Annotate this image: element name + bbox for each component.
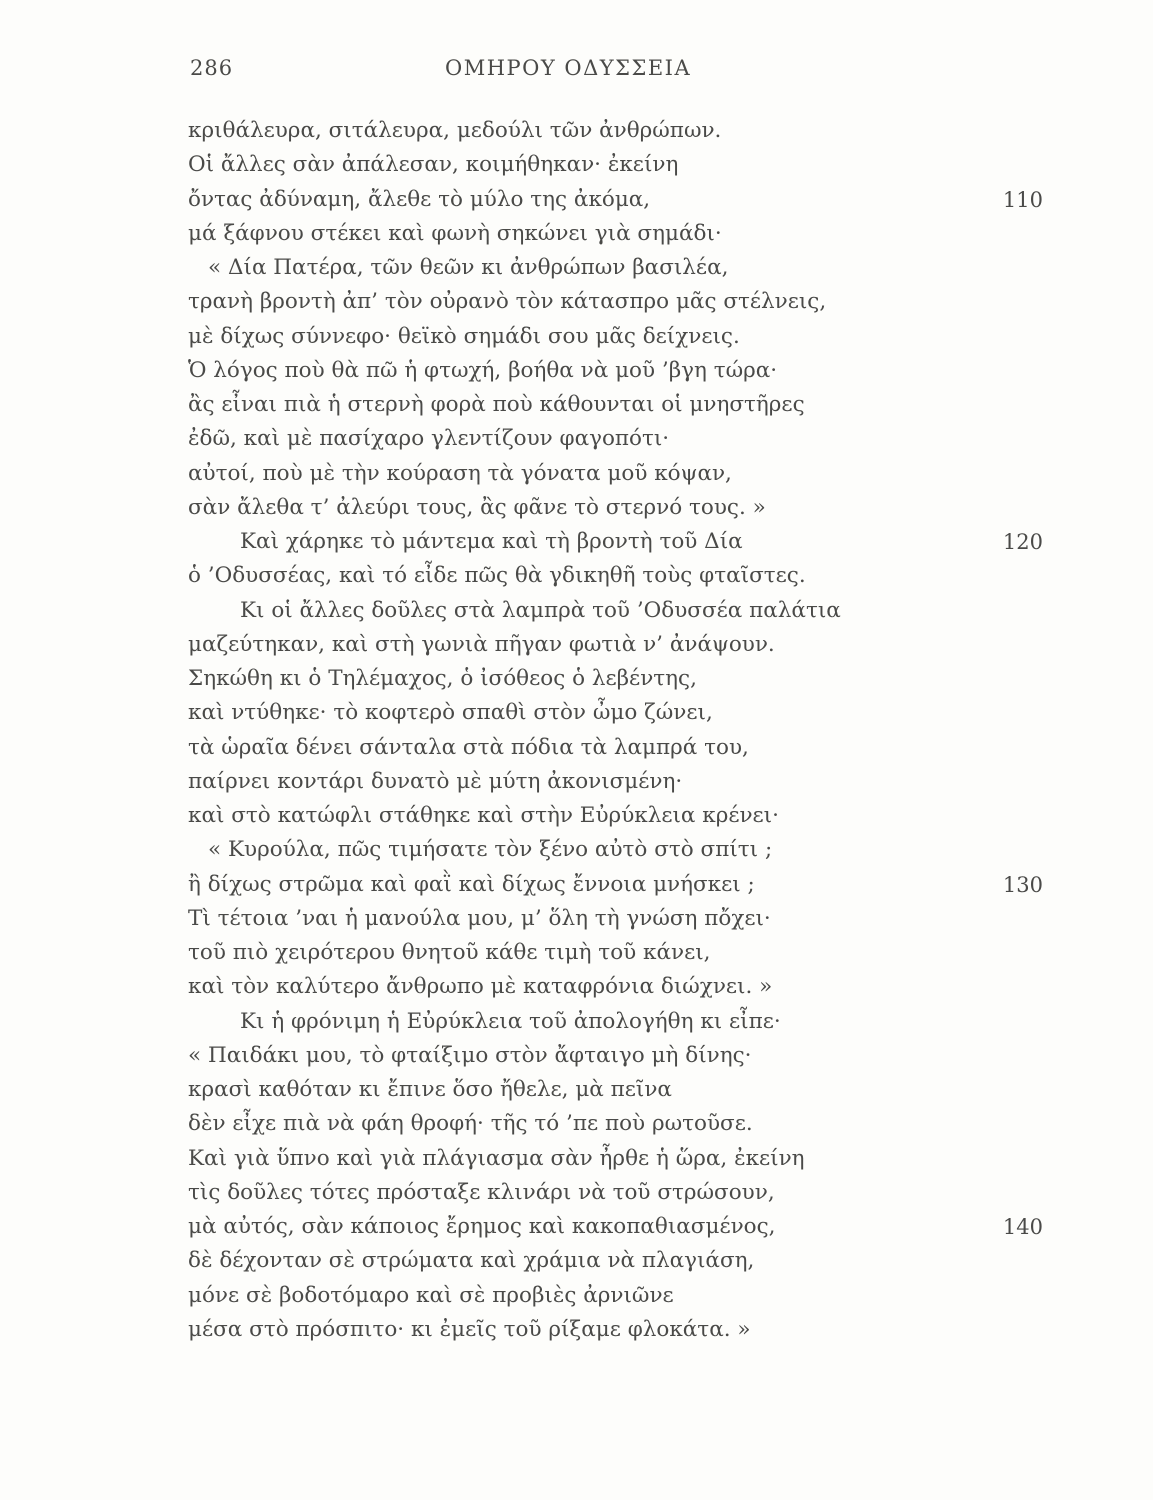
verse-line xyxy=(188,628,1068,662)
verse-text: ὁ ’Οδυσσέας, καὶ τό εἶδε πῶς θὰ γδικηθῆ τοὺς φταῖστες. xyxy=(188,563,806,589)
verse-text: καὶ τὸν καλύτερο ἄνθρωπο μὲ καταφρόνια διώχνει. » xyxy=(188,974,773,1000)
verse-text: μὲ δίχως σύννεφο· θεϊκὸ σημάδι σου μᾶς δείχνεις. xyxy=(188,323,740,349)
verse-text: Τὶ τέτοια ’ναι ἡ μανούλα μου, μ’ ὅλη τὴ γνώση πὄχει· xyxy=(188,905,771,931)
line-number: 110 xyxy=(1002,187,1043,212)
verse-text: τὰ ὡραῖα δένει σάνταλα στὰ πόδια τὰ λαμπρά του, xyxy=(188,734,749,760)
verse-line xyxy=(188,1313,1068,1347)
verse-text: τοῦ πιὸ χειρότερου θνητοῦ κάθε τιμὴ τοῦ κάνει, xyxy=(188,940,711,965)
page-number: 286 xyxy=(190,56,234,80)
line-number: 130 xyxy=(1002,872,1043,897)
verse-text: σὰν ἄλεθα τ’ ἀλεύρι τους, ἂς φᾶνε τὸ στερνό τους. » xyxy=(188,494,766,520)
verse-text: μέσα στὸ πρόσπιτο· κι ἐμεῖς τοῦ ρίξαμε φλοκάτα. » xyxy=(188,1316,751,1342)
verse-line xyxy=(188,1210,1068,1244)
verse-line xyxy=(188,148,1068,182)
running-title: ΟΜΗΡΟΥ ΟΔΥΣΣΕΙΑ xyxy=(445,56,692,80)
verse-block xyxy=(188,114,1068,1347)
verse-line xyxy=(188,765,1068,799)
verse-text: ἐδῶ, καὶ μὲ πασίχαρο γλεντίζουν φαγοπότι· xyxy=(188,426,670,452)
verse-line xyxy=(188,731,1068,765)
verse-line xyxy=(188,936,1068,970)
verse-text: Ὁ λόγος ποὺ θὰ πῶ ἡ φτωχή, βοήθα νὰ μοῦ ’βγη τώρα· xyxy=(188,357,778,383)
verse-line xyxy=(188,559,1068,593)
line-number: 140 xyxy=(1002,1215,1043,1239)
verse-line xyxy=(188,491,1068,525)
verse-text: κριθάλευρα, σιτάλευρα, μεδούλι τῶν ἀνθρώπων. xyxy=(188,118,722,143)
verse-text: κρασὶ καθόταν κι ἔπινε ὅσο ἤθελε, μὰ πεῖνα xyxy=(188,1077,672,1102)
verse-line xyxy=(188,183,1068,217)
verse-text: ἂς εἶναι πιὰ ἡ στερνὴ φορὰ ποὺ κάθουνται οἱ μνηστῆρες xyxy=(188,392,805,417)
verse-line xyxy=(188,388,1068,422)
verse-line xyxy=(188,1244,1068,1278)
verse-text: μαζεύτηκαν, καὶ στὴ γωνιὰ πῆγαν φωτιὰ ν’ ἀνάψουν. xyxy=(188,631,775,657)
verse-line xyxy=(188,1039,1068,1073)
verse-line xyxy=(188,1005,1068,1039)
page-header xyxy=(0,56,1153,86)
verse-text: « Κυρούλα, πῶς τιμήσατε τὸν ξένο αὐτὸ στὸ σπίτι ; xyxy=(208,837,773,863)
verse-text: δὲν εἶχε πιὰ νὰ φάη θροφή· τῆς τό ’πε ποὺ ρωτοῦσε. xyxy=(188,1111,753,1137)
verse-text: Κι οἱ ἄλλες δοῦλες στὰ λαμπρὰ τοῦ ’Οδυσσέα παλάτια xyxy=(240,597,841,623)
verse-line xyxy=(188,662,1068,696)
verse-line xyxy=(188,285,1068,319)
verse-text: τρανὴ βροντὴ ἀπ’ τὸν οὐρανὸ τὸν κάτασπρο μᾶς στέλνεις, xyxy=(188,289,827,315)
verse-text: τὶς δοῦλες τότες πρόσταξε κλινάρι νὰ τοῦ στρώσουν, xyxy=(188,1179,775,1205)
verse-line xyxy=(188,422,1068,456)
verse-line xyxy=(188,1142,1068,1176)
verse-text: μὰ αὐτός, σὰν κάποιος ἔρημος καὶ κακοπαθιασμένος, xyxy=(188,1214,776,1239)
verse-text: μά ξάφνου στέκει καὶ φωνὴ σηκώνει γιὰ σημάδι· xyxy=(188,220,722,246)
verse-line xyxy=(188,525,1068,559)
verse-line xyxy=(188,868,1068,902)
verse-text: ἢ δίχως στρῶμα καὶ φαῒ καὶ δίχως ἔννοια μνήσκει ; xyxy=(188,871,755,897)
verse-line xyxy=(188,1176,1068,1210)
verse-line xyxy=(188,594,1068,628)
verse-line xyxy=(188,833,1068,867)
verse-text: ὄντας ἀδύναμη, ἄλεθε τὸ μύλο της ἀκόμα, xyxy=(188,186,651,212)
verse-text: καὶ ντύθηκε· τὸ κοφτερὸ σπαθὶ στὸν ὦμο ζώνει, xyxy=(188,700,713,726)
verse-text: « Δία Πατέρα, τῶν θεῶν κι ἀνθρώπων βασιλέα, xyxy=(208,255,729,280)
verse-text: δὲ δέχονταν σὲ στρώματα καὶ χράμια νὰ πλαγιάση, xyxy=(188,1248,755,1274)
verse-line xyxy=(188,251,1068,285)
verse-text: Οἱ ἄλλες σὰν ἀπάλεσαν, κοιμήθηκαν· ἐκείνη xyxy=(188,152,679,178)
verse-line xyxy=(188,902,1068,936)
verse-line xyxy=(188,799,1068,833)
verse-line xyxy=(188,457,1068,491)
verse-text: Καὶ χάρηκε τὸ μάντεμα καὶ τὴ βροντὴ τοῦ Δία xyxy=(240,529,743,554)
verse-line xyxy=(188,970,1068,1004)
verse-line xyxy=(188,320,1068,354)
line-number: 120 xyxy=(1002,530,1043,554)
verse-line xyxy=(188,217,1068,251)
verse-text: καὶ στὸ κατώφλι στάθηκε καὶ στὴν Εὐρύκλεια κρένει· xyxy=(188,803,779,828)
verse-line xyxy=(188,1073,1068,1107)
verse-line xyxy=(188,114,1068,148)
verse-text: Καὶ γιὰ ὕπνο καὶ γιὰ πλάγιασμα σὰν ἦρθε ἡ ὥρα, ἐκείνη xyxy=(188,1145,805,1171)
verse-text: Κι ἡ φρόνιμη ἡ Εὐρύκλεια τοῦ ἀπολογήθη κι εἶπε· xyxy=(240,1008,781,1034)
verse-text: « Παιδάκι μου, τὸ φταίξιμο στὸν ἄφταιγο μὴ δίνης· xyxy=(188,1042,752,1068)
verse-text: αὐτοί, ποὺ μὲ τὴν κούραση τὰ γόνατα μοῦ κόψαν, xyxy=(188,460,732,486)
verse-line xyxy=(188,696,1068,730)
verse-text: παίρνει κοντάρι δυνατὸ μὲ μύτη ἀκονισμένη· xyxy=(188,768,683,794)
verse-line xyxy=(188,1279,1068,1313)
verse-line xyxy=(188,1107,1068,1141)
verse-text: μόνε σὲ βοδοτόμαρο καὶ σὲ προβιὲς ἀρνιῶνε xyxy=(188,1282,674,1308)
verse-text: Σηκώθη κι ὁ Τηλέμαχος, ὁ ἰσόθεος ὁ λεβέντης, xyxy=(188,666,697,691)
verse-line xyxy=(188,354,1068,388)
